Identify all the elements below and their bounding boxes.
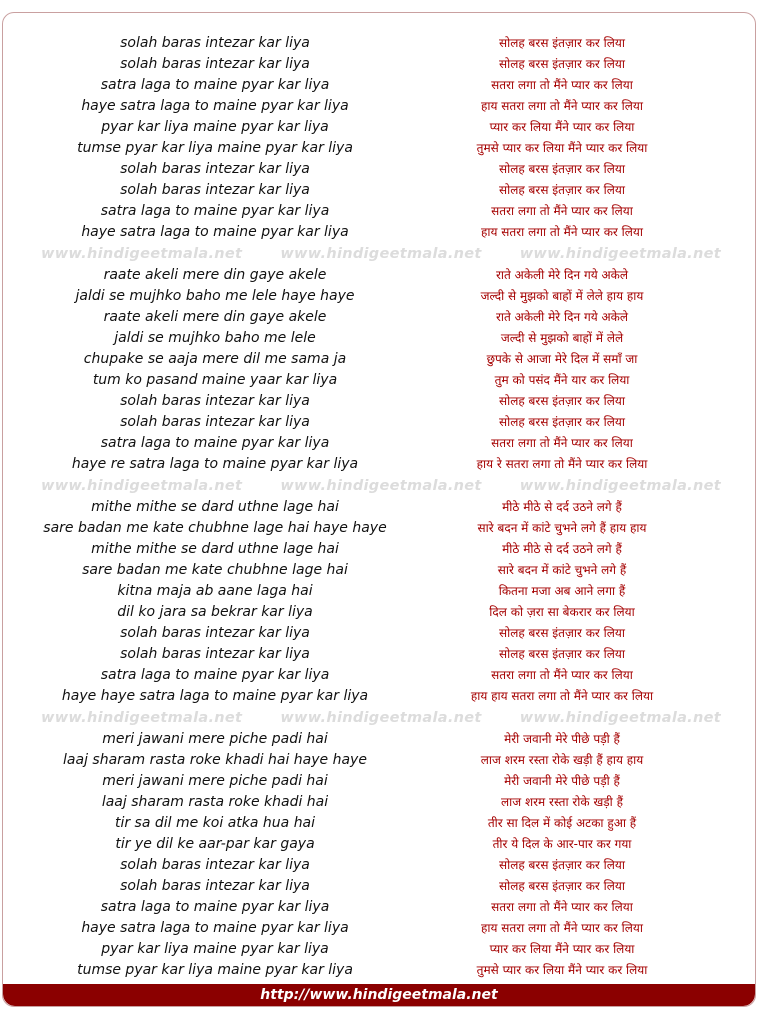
watermark-text: www.hindigeetmala.net xyxy=(519,478,721,494)
lyric-line-roman: solah baras intezar kar liya xyxy=(120,414,310,430)
lyric-line-roman: haye haye satra laga to maine pyar kar liya xyxy=(61,688,369,704)
lyric-line-devanagari: सोलह बरस इंतज़ार कर लिया xyxy=(499,57,625,71)
lyric-line xyxy=(3,560,755,581)
lyric-line-devanagari: सतरा लगा तो मैंने प्यार कर लिया xyxy=(491,204,633,218)
lyric-line-roman: tumse pyar kar liya maine pyar kar liya xyxy=(77,962,353,978)
lyric-line xyxy=(3,686,755,707)
lyric-line-devanagari: प्यार कर लिया मैंने प्यार कर लिया xyxy=(489,120,635,134)
lyric-line-roman: dil ko jara sa bekrar kar liya xyxy=(117,604,313,620)
lyric-line-devanagari: मीठे मीठे से दर्द उठने लगे हैं xyxy=(502,500,622,514)
lyric-line xyxy=(3,454,755,475)
lyric-line xyxy=(3,623,755,644)
lyric-line xyxy=(3,729,755,750)
watermark-text: www.hindigeetmala.net xyxy=(41,478,243,494)
lyric-line xyxy=(3,180,755,201)
lyric-line-roman: laaj sharam rasta roke khadi hai xyxy=(101,794,329,810)
lyric-line xyxy=(3,370,755,391)
lyric-line-roman: satra laga to maine pyar kar liya xyxy=(100,667,330,683)
lyric-line-roman: tir ye dil ke aar-par kar gaya xyxy=(115,836,315,852)
lyric-line xyxy=(3,286,755,307)
lyric-line-roman: solah baras intezar kar liya xyxy=(120,35,310,51)
lyric-line-devanagari: सोलह बरस इंतज़ार कर लिया xyxy=(499,183,625,197)
lyric-line xyxy=(3,96,755,117)
lyric-line-roman: solah baras intezar kar liya xyxy=(120,878,310,894)
lyric-line xyxy=(3,497,755,518)
lyric-line-devanagari: मीठे मीठे से दर्द उठने लगे हैं xyxy=(502,542,622,556)
lyric-line xyxy=(3,33,755,54)
lyric-line-roman: chupake se aaja mere dil me sama ja xyxy=(83,351,347,367)
lyric-line xyxy=(3,665,755,686)
lyric-line-roman: satra laga to maine pyar kar liya xyxy=(100,77,330,93)
lyric-line-roman: raate akeli mere din gaye akele xyxy=(103,267,327,283)
lyric-line-devanagari: सतरा लगा तो मैंने प्यार कर लिया xyxy=(491,668,633,682)
lyric-line-roman: jaldi se mujhko baho me lele xyxy=(114,330,316,346)
lyric-line-devanagari: सतरा लगा तो मैंने प्यार कर लिया xyxy=(491,900,633,914)
lyric-line-devanagari: हाय सतरा लगा तो मैंने प्यार कर लिया xyxy=(481,225,643,239)
lyric-line-roman: tum ko pasand maine yaar kar liya xyxy=(92,372,338,388)
lyric-line xyxy=(3,602,755,623)
lyric-line xyxy=(3,117,755,138)
lyric-line xyxy=(3,412,755,433)
lyric-line-devanagari: मेरी जवानी मेरे पीछे पड़ी हैं xyxy=(504,732,620,746)
lyric-line-roman: tumse pyar kar liya maine pyar kar liya xyxy=(77,140,353,156)
lyric-line xyxy=(3,834,755,855)
lyric-line-devanagari: लाज शरम रस्ता रोके खड़ी हैं xyxy=(501,795,623,809)
lyric-line-devanagari: छुपके से आजा मेरे दिल में समाँ जा xyxy=(486,352,638,366)
footer-url-bar[interactable] xyxy=(3,984,755,1006)
lyric-line-roman: solah baras intezar kar liya xyxy=(120,393,310,409)
watermark-text: www.hindigeetmala.net xyxy=(280,478,482,494)
lyric-line xyxy=(3,391,755,412)
lyric-line-roman: jaldi se mujhko baho me lele haye haye xyxy=(75,288,355,304)
lyric-line xyxy=(3,813,755,834)
lyric-line-devanagari: सारे बदन में कांटे चुभने लगे हैं xyxy=(497,563,627,577)
lyric-line-devanagari: हाय सतरा लगा तो मैंने प्यार कर लिया xyxy=(481,99,643,113)
lyric-line-roman: tir sa dil me koi atka hua hai xyxy=(114,815,316,831)
lyric-line xyxy=(3,960,755,981)
lyric-line-devanagari: जल्दी से मुझको बाहों में लेले xyxy=(500,331,624,345)
lyric-line xyxy=(3,581,755,602)
lyric-line xyxy=(3,518,755,539)
watermark-text: www.hindigeetmala.net xyxy=(41,246,243,262)
lyric-line-devanagari: सोलह बरस इंतज़ार कर लिया xyxy=(499,879,625,893)
lyric-line-devanagari: सोलह बरस इंतज़ार कर लिया xyxy=(499,626,625,640)
lyric-line-devanagari: तुम को पसंद मैंने यार कर लिया xyxy=(494,373,630,387)
lyric-line-devanagari: तीर ये दिल के आर-पार कर गया xyxy=(492,837,632,851)
lyric-line-roman: satra laga to maine pyar kar liya xyxy=(100,899,330,915)
lyric-line-devanagari: हाय रे सतरा लगा तो मैंने प्यार कर लिया xyxy=(476,457,648,471)
lyric-line xyxy=(3,897,755,918)
lyric-line-roman: satra laga to maine pyar kar liya xyxy=(100,203,330,219)
watermark-row xyxy=(3,475,755,497)
lyric-line-roman: solah baras intezar kar liya xyxy=(120,625,310,641)
lyric-line-devanagari: सोलह बरस इंतज़ार कर लिया xyxy=(499,394,625,408)
lyric-line xyxy=(3,75,755,96)
footer-url[interactable]: http://www.hindigeetmala.net xyxy=(260,987,498,1003)
lyric-line-devanagari: प्यार कर लिया मैंने प्यार कर लिया xyxy=(489,942,635,956)
lyric-line-roman: raate akeli mere din gaye akele xyxy=(103,309,327,325)
lyrics-content xyxy=(3,13,755,981)
lyric-line xyxy=(3,328,755,349)
lyric-line-devanagari: राते अकेली मेरे दिन गये अकेले xyxy=(495,268,629,282)
lyrics-stanza xyxy=(3,265,755,475)
lyric-line-devanagari: सोलह बरस इंतज़ार कर लिया xyxy=(499,858,625,872)
lyric-line xyxy=(3,539,755,560)
lyric-line-devanagari: जल्दी से मुझको बाहों में लेले हाय हाय xyxy=(480,289,644,303)
lyric-line-devanagari: सतरा लगा तो मैंने प्यार कर लिया xyxy=(491,78,633,92)
watermark-text: www.hindigeetmala.net xyxy=(519,246,721,262)
lyric-line-devanagari: हाय सतरा लगा तो मैंने प्यार कर लिया xyxy=(481,921,643,935)
lyric-line-roman: solah baras intezar kar liya xyxy=(120,857,310,873)
lyric-line-devanagari: सारे बदन में कांटे चुभने लगे हैं हाय हाय xyxy=(477,521,647,535)
lyrics-card xyxy=(2,12,756,1007)
lyric-line xyxy=(3,54,755,75)
lyric-line-roman: haye satra laga to maine pyar kar liya xyxy=(81,224,349,240)
lyric-line-roman: haye satra laga to maine pyar kar liya xyxy=(81,98,349,114)
lyric-line xyxy=(3,159,755,180)
watermark-text: www.hindigeetmala.net xyxy=(41,710,243,726)
lyric-line-roman: kitna maja ab aane laga hai xyxy=(117,583,313,599)
lyric-line xyxy=(3,349,755,370)
lyric-line-roman: meri jawani mere piche padi hai xyxy=(102,773,328,789)
lyric-line-devanagari: तुमसे प्यार कर लिया मैंने प्यार कर लिया xyxy=(476,963,648,977)
lyrics-stanza xyxy=(3,729,755,981)
lyric-line-devanagari: राते अकेली मेरे दिन गये अकेले xyxy=(495,310,629,324)
watermark-text: www.hindigeetmala.net xyxy=(519,710,721,726)
lyric-line-roman: sare badan me kate chubhne lage hai xyxy=(82,562,348,578)
lyric-line xyxy=(3,918,755,939)
lyric-line xyxy=(3,855,755,876)
lyric-line-roman: solah baras intezar kar liya xyxy=(120,646,310,662)
lyric-line xyxy=(3,307,755,328)
watermark-text: www.hindigeetmala.net xyxy=(280,246,482,262)
lyric-line xyxy=(3,644,755,665)
lyric-line-devanagari: सोलह बरस इंतज़ार कर लिया xyxy=(499,415,625,429)
lyric-line-roman: laaj sharam rasta roke khadi hai haye haye xyxy=(63,752,367,768)
watermark-row xyxy=(3,707,755,729)
lyric-line xyxy=(3,750,755,771)
lyrics-stanza xyxy=(3,497,755,707)
lyric-line xyxy=(3,792,755,813)
lyric-line-devanagari: मेरी जवानी मेरे पीछे पड़ी हैं xyxy=(504,774,620,788)
lyrics-stanza xyxy=(3,33,755,243)
lyric-line xyxy=(3,939,755,960)
lyric-line-roman: sare badan me kate chubhne lage hai haye haye xyxy=(43,520,387,536)
lyric-line-devanagari: सोलह बरस इंतज़ार कर लिया xyxy=(499,36,625,50)
lyric-line-devanagari: हाय हाय सतरा लगा तो मैंने प्यार कर लिया xyxy=(470,689,654,703)
lyric-line xyxy=(3,222,755,243)
lyric-line-devanagari: सोलह बरस इंतज़ार कर लिया xyxy=(499,162,625,176)
lyric-line xyxy=(3,876,755,897)
lyric-line-devanagari: कितना मजा अब आने लगा हैं xyxy=(498,584,626,598)
lyric-line-devanagari: लाज शरम रस्ता रोके खड़ी हैं हाय हाय xyxy=(480,753,644,767)
lyric-line-roman: solah baras intezar kar liya xyxy=(120,161,310,177)
lyric-line-roman: solah baras intezar kar liya xyxy=(120,56,310,72)
watermark-text: www.hindigeetmala.net xyxy=(280,710,482,726)
lyric-line-roman: satra laga to maine pyar kar liya xyxy=(100,435,330,451)
lyric-line-roman: mithe mithe se dard uthne lage hai xyxy=(91,499,339,515)
lyric-line-devanagari: दिल को ज़रा सा बेकरार कर लिया xyxy=(489,605,635,619)
lyric-line-devanagari: तीर सा दिल में कोई अटका हुआ हैं xyxy=(487,816,637,830)
lyric-line xyxy=(3,771,755,792)
watermark-row xyxy=(3,243,755,265)
lyric-line xyxy=(3,138,755,159)
lyric-line-roman: mithe mithe se dard uthne lage hai xyxy=(91,541,339,557)
lyric-line-devanagari: सतरा लगा तो मैंने प्यार कर लिया xyxy=(491,436,633,450)
lyric-line-devanagari: तुमसे प्यार कर लिया मैंने प्यार कर लिया xyxy=(476,141,648,155)
lyric-line xyxy=(3,201,755,222)
lyric-line-devanagari: सोलह बरस इंतज़ार कर लिया xyxy=(499,647,625,661)
lyric-line-roman: solah baras intezar kar liya xyxy=(120,182,310,198)
lyric-line-roman: meri jawani mere piche padi hai xyxy=(102,731,328,747)
lyric-line-roman: haye re satra laga to maine pyar kar liya xyxy=(71,456,359,472)
lyric-line-roman: pyar kar liya maine pyar kar liya xyxy=(101,941,329,957)
lyric-line-roman: haye satra laga to maine pyar kar liya xyxy=(81,920,349,936)
lyric-line xyxy=(3,433,755,454)
lyric-line-roman: pyar kar liya maine pyar kar liya xyxy=(101,119,329,135)
lyric-line xyxy=(3,265,755,286)
